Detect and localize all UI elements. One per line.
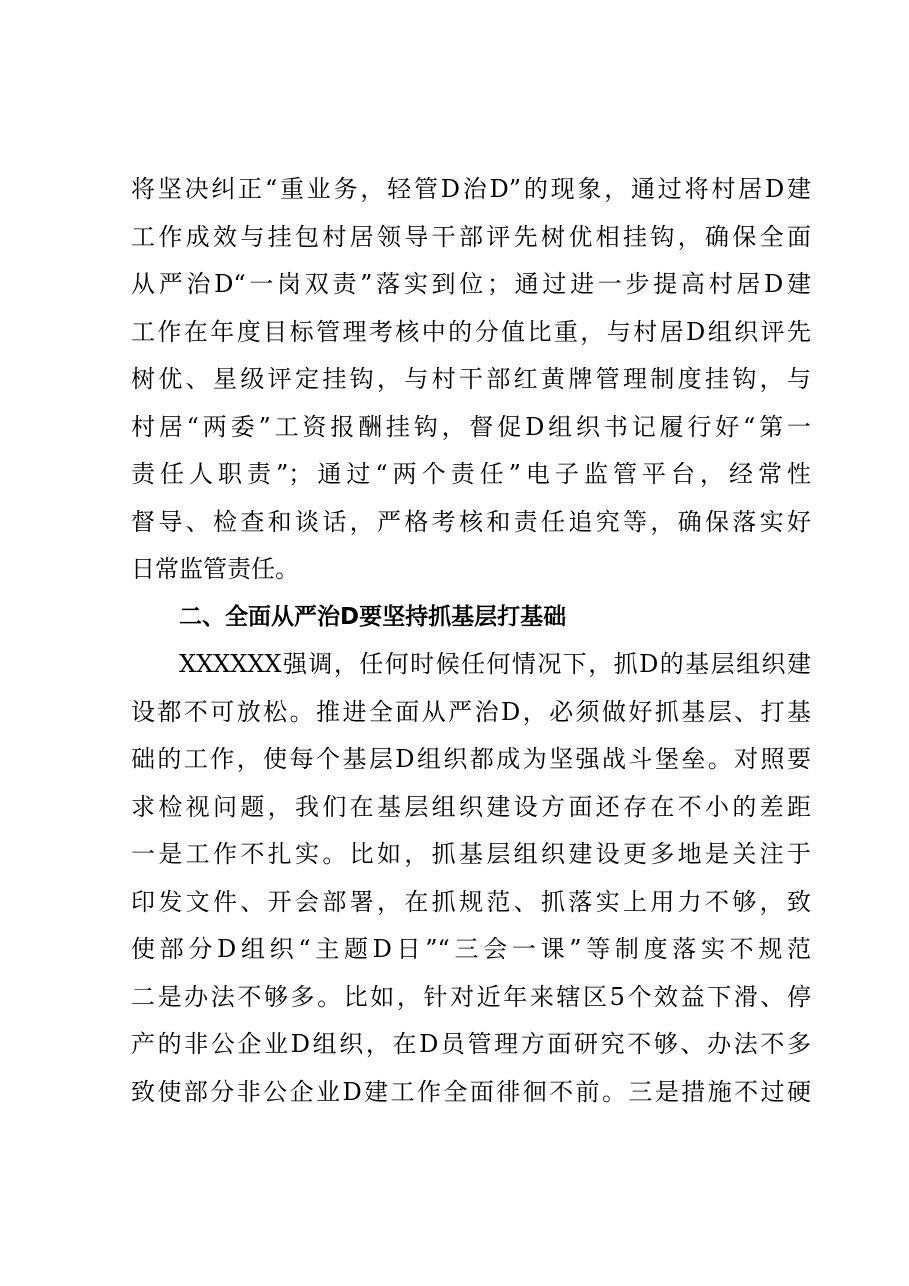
document-body xyxy=(131,166,811,1116)
paragraph-line: 致使部分非公企业D建工作全面徘徊不前。三是措施不过硬 xyxy=(131,1077,811,1106)
paragraph-line: 求检视问题，我们在基层组织建设方面还存在不小的差距 xyxy=(131,792,811,821)
section-heading: 二、全面从严治D要坚持抓基层打基础 xyxy=(179,603,567,630)
paragraph-line: 一是工作不扎实。比如，抓基层组织建设更多地是关注于 xyxy=(131,840,811,868)
paragraph-line: 设都不可放松。推进全面从严治D，必须做好抓基层、打基 xyxy=(131,697,811,726)
paragraph-line: 产的非公企业D组织，在D员管理方面研究不够、办法不多 xyxy=(131,1030,811,1058)
paragraph-line: 二是办法不够多。比如，针对近年来辖区5个效益下滑、停 xyxy=(131,982,811,1011)
paragraph-line: 树优、星级评定挂钩，与村干部红黄牌管理制度挂钩，与 xyxy=(131,365,811,393)
paragraph-line: 从严治D“一岗双责”落实到位；通过进一步提高村居D建 xyxy=(131,270,811,298)
paragraph-line: 础的工作，使每个基层D组织都成为坚强战斗堡垒。对照要 xyxy=(131,745,811,773)
paragraph-line: XXXXXX强调，任何时候任何情况下，抓D的基层组织建 xyxy=(179,650,811,678)
paragraph-line: 工作成效与挂包村居领导干部评先树优相挂钩，确保全面 xyxy=(131,222,811,251)
paragraph-line: 工作在年度目标管理考核中的分值比重，与村居D组织评先 xyxy=(131,317,811,346)
paragraph-line: 日常监管责任。 xyxy=(131,555,299,583)
paragraph-line: 督导、检查和谈话，严格考核和责任追究等，确保落实好 xyxy=(131,507,811,536)
paragraph-line: 印发文件、开会部署，在抓规范、抓落实上用力不够，致 xyxy=(131,887,811,916)
paragraph-line: 村居“两委”工资报酬挂钩，督促D组织书记履行好“第一 xyxy=(131,412,811,441)
paragraph-line: 责任人职责”；通过“两个责任”电子监管平台，经常性 xyxy=(131,460,811,488)
paragraph-line: 使部分D组织“主题D日”“三会一课”等制度落实不规范 xyxy=(131,935,811,963)
paragraph-line: 将坚决纠正“重业务，轻管D治D”的现象，通过将村居D建 xyxy=(131,175,811,203)
